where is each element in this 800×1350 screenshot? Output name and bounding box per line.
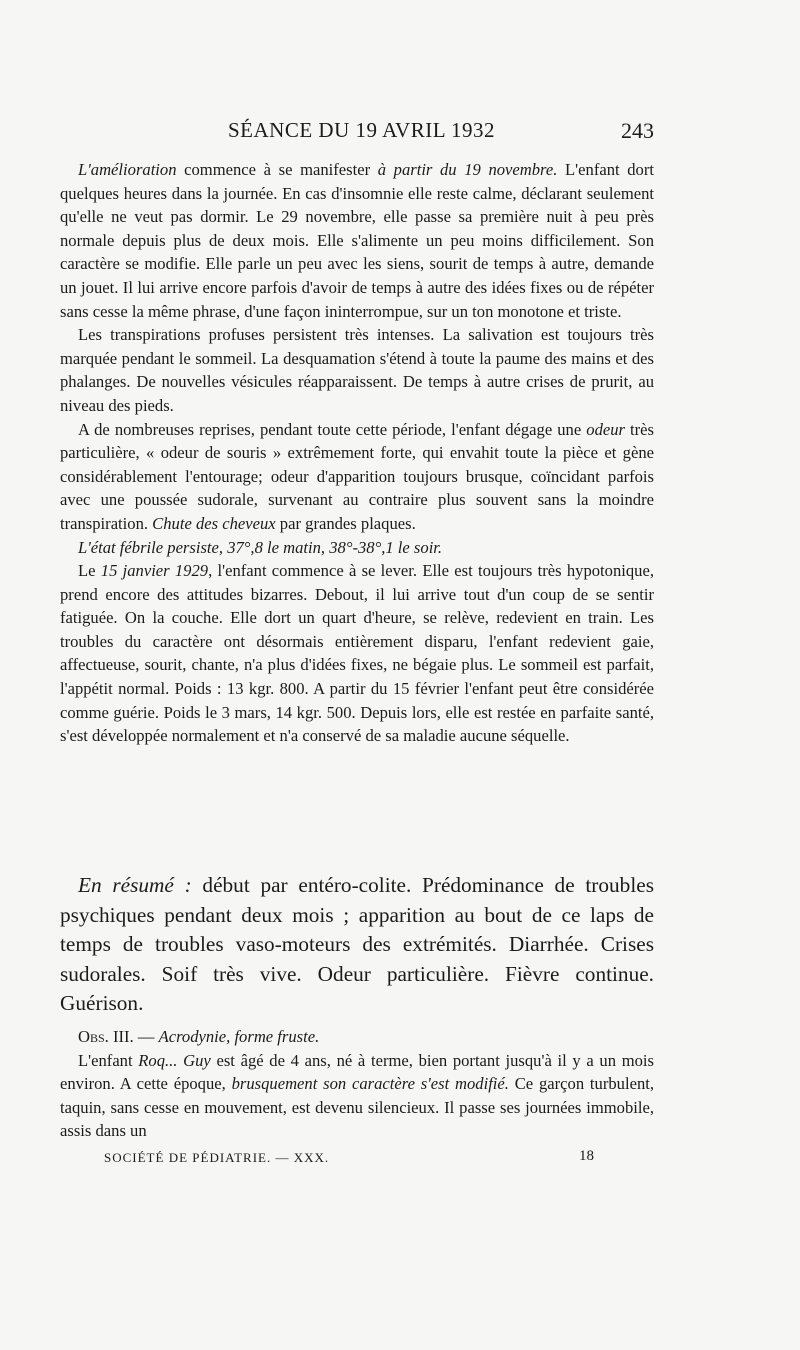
observation-paragraph: L'enfant Roq... Guy est âgé de 4 ans, né à terme, bien portant jusqu'à il y a un mois environ. A cette époque, brusquement son caractère s'est modifié. Ce garçon turbulent, taquin, sans cesse en mouvement, est devenu silencieux. Il passe ses journées immobile, assis dans un (60, 1050, 654, 1141)
paragraph-recovery: Le 15 janvier 1929, l'enfant commence à se lever. Elle est toujours très hypotonique, prend encore des attitudes bizarres. Debout, il lui arrive tout d'un coup de se sentir fatiguée. On la couche. Elle dort un quart d'heure, se relève, redevient en train. Les troubles du caractère ont désormais entièrement disparu, l'enfant redevient gaie, affectueuse, sourit, chante, n'a plus d'idées fixes, ne bégaie plus. Le sommeil est parfait, l'appétit normal. Poids : 13 kgr. 800. A partir du 15 février l'enfant peut être considérée comme guérie. Poids le 3 mars, 14 kgr. 500. Depuis lors, elle est restée en parfaite santé, s'est développée normalement et n'a conservé de sa maladie aucune séquelle. (60, 561, 654, 746)
observation-heading: Obs. III. — Acrodynie, forme fruste. (78, 1027, 320, 1046)
header-title: SÉANCE DU 19 AVRIL 1932 (228, 118, 496, 142)
observation-block (60, 1025, 654, 1143)
signature-mark: 18 (579, 1148, 594, 1164)
paragraph-odeur: A de nombreuses reprises, pendant toute cette période, l'enfant dégage une odeur très particulière, « odeur de souris » extrêmement forte, qui envahit toute la pièce et gène considérablement l'entourage; odeur d'apparition toujours brusque, coïncidant parfois avec une poussée sudorale, survenant au contraire plus souvent sans la moindre transpiration. Chute des cheveux par grandes plaques. (60, 419, 654, 533)
paragraph-improvement: L'amélioration commence à se manifester à partir du 19 novembre. L'enfant dort quelques heures dans la journée. En cas d'insomnie elle reste calme, déclarant seulement qu'elle ne veut pas dormir. Le 29 novembre, elle passe sa première nuit à peu près normale depuis plus de deux mois. Elle s'alimente un peu moins difficilement. Son caractère se modifie. Elle parle un peu avec les siens, sourit de temps à autre, demande un jouet. Il lui arrive encore parfois d'avoir de temps à autre des idées fixes ou de répéter sans cesse la même phrase, d'une façon ininterrompue, sur un ton monotone et triste. (60, 160, 654, 321)
summary-paragraph: En résumé : début par entéro-colite. Prédominance de troubles psychiques pendant deux mois ; apparition au bout de ce laps de temps de troubles vaso-moteurs des extrémités. Diarrhée. Crises sudorales. Soif très vive. Odeur particulière. Fièvre continue. Guérison. (60, 873, 654, 1015)
running-header (60, 118, 654, 148)
summary-lead: En résumé : (78, 873, 192, 897)
journal-name: SOCIÉTÉ DE PÉDIATRIE. — XXX. (104, 1150, 330, 1165)
paragraph-fever: L'état fébrile persiste, 37°,8 le matin, 38°-38°,1 le soir. (78, 537, 443, 557)
paragraph-lead: L'amélioration (78, 160, 177, 179)
paragraph-transpirations: Les transpirations profuses persistent très intenses. La salivation est toujours très marquée pendant le sommeil. La desquamation s'étend à toute la paume des mains et des phalanges. De nouvelles vésicules réapparaissent. De temps à autre crises de prurit, au niveau des pieds. (60, 325, 654, 415)
case-report-body (60, 158, 654, 748)
patient-name: Roq... Guy (138, 1050, 211, 1070)
observation-label: Obs. III. (78, 1027, 134, 1046)
summary-block (60, 871, 654, 1019)
page-number: 243 (621, 118, 654, 143)
page-footer (104, 1150, 594, 1166)
